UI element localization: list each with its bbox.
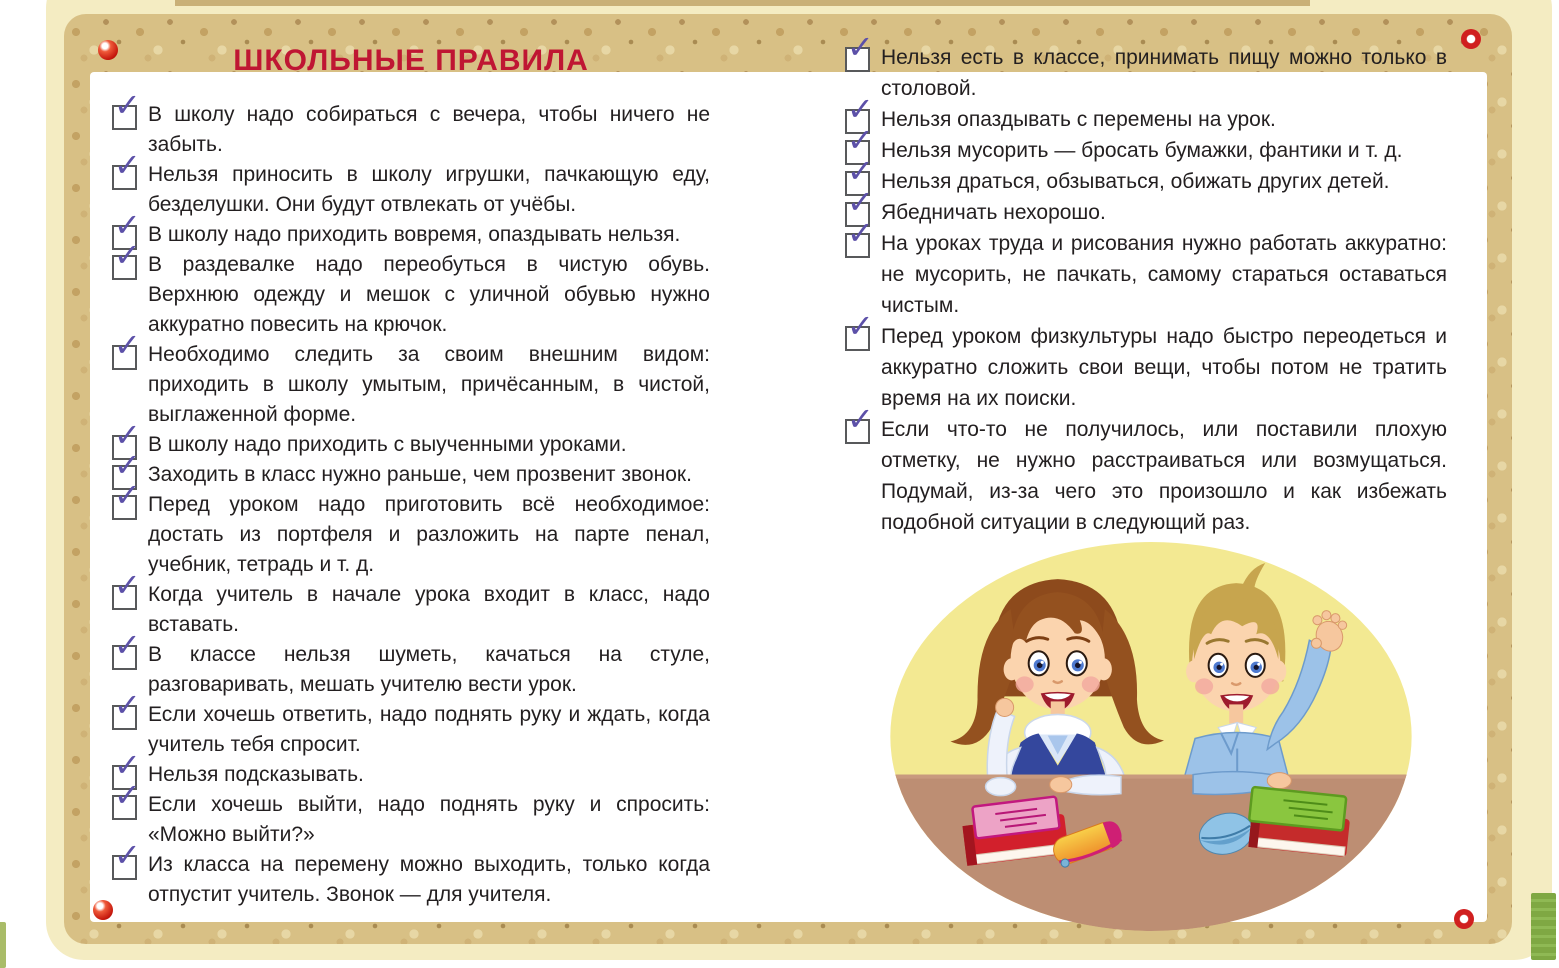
check-icon: ✓ [847, 121, 874, 159]
check-icon: ✓ [847, 307, 874, 345]
rule-text: Перед уроком надо приготовить всё необходимое: достать из портфеля и разложить на парте пенал, учебник, тетрадь и т. д. [148, 493, 710, 576]
check-icon: ✓ [847, 152, 874, 190]
right-column [845, 28, 1447, 538]
check-icon: ✓ [114, 236, 141, 274]
rule-item [112, 86, 710, 160]
rule-text: Нельзя подсказывать. [148, 763, 364, 786]
checkbox-icon [112, 566, 148, 610]
rule-text: Из класса на перемену можно выходить, только когда отпустит учитель. Звонок — для учителя. [148, 853, 710, 906]
rule-text: В школу надо приходить с выученными уроками. [148, 433, 627, 456]
check-icon: ✓ [114, 836, 141, 874]
checkbox-icon [112, 626, 148, 670]
checkbox-icon [112, 476, 148, 520]
checkbox-icon [112, 776, 148, 820]
rule-item [112, 566, 710, 640]
check-icon: ✓ [114, 326, 141, 364]
rule-text: На уроках труда и рисования нужно работать аккуратно: не мусорить, не пачкать, самому стараться оставаться чистым. [881, 232, 1447, 317]
rule-item [112, 746, 710, 790]
rule-item [112, 476, 710, 580]
rule-text: Нельзя приносить в школу игрушки, пачкающую еду, безделушки. Они будут отвлекать от учёбы. [148, 163, 710, 216]
rule-item [112, 236, 710, 340]
check-icon: ✓ [114, 626, 141, 664]
rule-item [845, 90, 1447, 135]
page-edge-sliver [0, 922, 6, 968]
checkbox-icon [112, 836, 148, 880]
rule-text: Если хочешь выйти, надо поднять руку и спросить: «Можно выйти?» [148, 793, 710, 846]
check-icon: ✓ [847, 214, 874, 252]
left-column [112, 44, 710, 910]
rule-item [845, 183, 1447, 228]
check-icon: ✓ [114, 566, 141, 604]
rule-item [112, 776, 710, 850]
rule-text: В школу надо приходить вовремя, опаздывать нельзя. [148, 223, 681, 246]
children-illustration [880, 541, 1442, 937]
check-icon: ✓ [847, 183, 874, 221]
rule-text: Нельзя опаздывать с перемены на урок. [881, 108, 1276, 131]
checkbox-icon [845, 28, 881, 72]
rule-item [845, 307, 1447, 414]
checkbox-icon [112, 146, 148, 190]
rule-text: Заходить в класс нужно раньше, чем прозвенит звонок. [148, 463, 692, 486]
checkbox-icon [112, 236, 148, 280]
pushpin-icon [1461, 29, 1481, 49]
check-icon: ✓ [847, 400, 874, 438]
rule-item [845, 400, 1447, 538]
rule-item [112, 326, 710, 430]
rule-text: Нельзя есть в классе, принимать пищу можно только в столовой. [881, 46, 1447, 100]
rule-text: Если хочешь ответить, надо поднять руку и ждать, когда учитель тебя спросит. [148, 703, 710, 756]
page-title: ШКОЛЬНЫЕ ПРАВИЛА [233, 44, 589, 77]
rule-text: Если что-то не получилось, или поставили плохую отметку, не нужно расстраиваться или возмущаться. Подумай, из-за чего это произошло и как избежать подобной ситуации в следующий раз. [881, 418, 1447, 534]
rule-text: Перед уроком физкультуры надо быстро переодеться и аккуратно сложить свои вещи, чтобы потом не тратить время на их поиски. [881, 325, 1447, 410]
checkbox-icon [112, 86, 148, 130]
rule-item [845, 28, 1447, 104]
rule-text: В школу надо собираться с вечера, чтобы ничего не забыть. [148, 103, 710, 156]
rule-text: Нельзя драться, обзываться, обижать других детей. [881, 170, 1390, 193]
rule-item [112, 416, 710, 460]
checkbox-icon [845, 400, 881, 444]
rule-item [112, 626, 710, 700]
rule-item [845, 152, 1447, 197]
checkbox-icon [845, 214, 881, 258]
rule-item [845, 214, 1447, 321]
rule-item [112, 446, 710, 490]
rule-text: В классе нельзя шуметь, качаться на стуле, разговаривать, мешать учителю вести урок. [148, 643, 710, 696]
rule-item [112, 206, 710, 250]
page-edge-sliver [1531, 893, 1556, 960]
cork-top-sliver [175, 0, 1310, 6]
pushpin-icon [93, 900, 113, 920]
checkbox-icon [845, 307, 881, 351]
rule-item [112, 836, 710, 910]
checkbox-icon [112, 326, 148, 370]
check-icon: ✓ [847, 90, 874, 128]
check-icon: ✓ [114, 776, 141, 814]
checkbox-icon [112, 686, 148, 730]
check-icon: ✓ [114, 686, 141, 724]
check-icon: ✓ [114, 146, 141, 184]
check-icon: ✓ [114, 476, 141, 514]
check-icon: ✓ [114, 746, 141, 784]
rule-item [845, 121, 1447, 166]
check-icon: ✓ [847, 28, 874, 66]
rule-text: Когда учитель в начале урока входит в класс, надо вставать. [148, 583, 710, 636]
rule-item [112, 146, 710, 220]
check-icon: ✓ [114, 416, 141, 454]
check-icon: ✓ [114, 86, 141, 124]
rule-text: Необходимо следить за своим внешним видом: приходить в школу умытым, причёсанным, в чистой, выглаженной форме. [148, 343, 710, 426]
rule-item [112, 686, 710, 760]
check-icon: ✓ [114, 206, 141, 244]
rule-text: Ябедничать нехорошо. [881, 201, 1106, 224]
check-icon: ✓ [114, 446, 141, 484]
rule-text: Нельзя мусорить — бросать бумажки, фантики и т. д. [881, 139, 1403, 162]
rule-text: В раздевалке надо переобуться в чистую обувь. Верхнюю одежду и мешок с уличной обувью нужно аккуратно повесить на крючок. [148, 253, 710, 336]
pushpin-icon [1454, 909, 1474, 929]
